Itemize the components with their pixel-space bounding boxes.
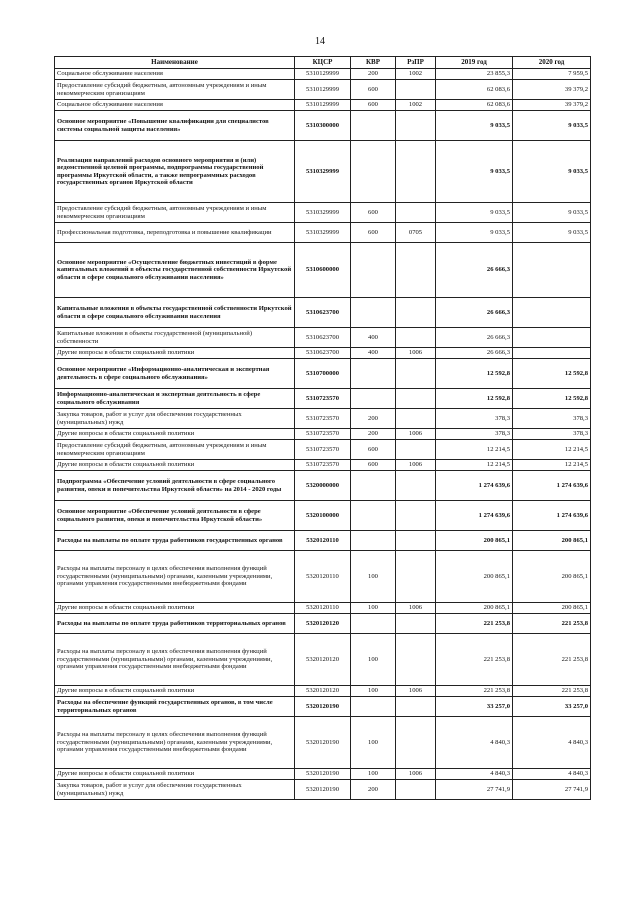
cell-2020 [513, 348, 591, 359]
cell-2020: 221 253,8 [513, 686, 591, 697]
cell-name: Расходы на обеспечение функций государственных органов, в том числе территориальных органов [55, 697, 295, 717]
table-row [55, 348, 591, 359]
table-row [55, 551, 591, 603]
cell-rzpr [396, 80, 436, 100]
cell-rzpr [396, 697, 436, 717]
cell-kcsr: 5320120190 [295, 780, 351, 800]
cell-kvr: 100 [351, 551, 396, 603]
table-row [55, 243, 591, 298]
cell-2020: 4 840,3 [513, 717, 591, 769]
cell-2019: 12 214,5 [436, 440, 513, 460]
cell-rzpr [396, 440, 436, 460]
cell-2019: 200 865,1 [436, 531, 513, 551]
cell-name: Основное мероприятие «Обеспечение условий деятельности в сфере социального развития, опеки и попечительства Иркутской области» [55, 501, 295, 531]
table-row [55, 359, 591, 389]
cell-2019: 221 253,8 [436, 614, 513, 634]
cell-rzpr [396, 531, 436, 551]
cell-2019: 200 865,1 [436, 551, 513, 603]
cell-2019: 1 274 639,6 [436, 471, 513, 501]
table-row [55, 460, 591, 471]
cell-kvr: 400 [351, 328, 396, 348]
header-name: Наименование [55, 57, 295, 69]
cell-name: Информационно-аналитическая и экспертная деятельность в сфере социального обслуживания [55, 389, 295, 409]
cell-2019: 26 666,3 [436, 243, 513, 298]
cell-rzpr [396, 551, 436, 603]
cell-2019: 1 274 639,6 [436, 501, 513, 531]
cell-2020: 12 214,5 [513, 460, 591, 471]
cell-kcsr: 5320000000 [295, 471, 351, 501]
header-rzpr: РзПР [396, 57, 436, 69]
cell-kvr: 100 [351, 769, 396, 780]
cell-2020: 12 592,8 [513, 389, 591, 409]
cell-2019: 26 666,3 [436, 328, 513, 348]
table-row [55, 614, 591, 634]
table-row [55, 111, 591, 141]
cell-kcsr: 5320120110 [295, 603, 351, 614]
cell-name: Другие вопросы в области социальной политики [55, 429, 295, 440]
cell-kvr [351, 501, 396, 531]
header-kvr: КВР [351, 57, 396, 69]
cell-2020: 1 274 639,6 [513, 471, 591, 501]
cell-2019: 9 033,5 [436, 141, 513, 203]
cell-2020: 7 959,5 [513, 69, 591, 80]
cell-kcsr: 5310623700 [295, 298, 351, 328]
cell-rzpr [396, 614, 436, 634]
cell-2020: 39 379,2 [513, 80, 591, 100]
cell-kcsr: 5310623700 [295, 348, 351, 359]
cell-kvr [351, 111, 396, 141]
cell-2019: 9 033,5 [436, 203, 513, 223]
cell-kcsr: 5310329999 [295, 223, 351, 243]
cell-kcsr: 5310700000 [295, 359, 351, 389]
cell-2019: 26 666,3 [436, 348, 513, 359]
table-row [55, 769, 591, 780]
table-row [55, 634, 591, 686]
cell-kcsr: 5310129999 [295, 69, 351, 80]
cell-rzpr: 1006 [396, 429, 436, 440]
cell-rzpr [396, 501, 436, 531]
cell-kvr [351, 531, 396, 551]
cell-kcsr: 5320120110 [295, 531, 351, 551]
cell-kcsr: 5310723570 [295, 389, 351, 409]
cell-rzpr: 1006 [396, 686, 436, 697]
cell-kcsr: 5310723570 [295, 460, 351, 471]
table-row [55, 717, 591, 769]
cell-kcsr: 5320120120 [295, 686, 351, 697]
cell-2020: 221 253,8 [513, 614, 591, 634]
cell-2019: 378,3 [436, 429, 513, 440]
cell-kcsr: 5310300000 [295, 111, 351, 141]
cell-2020 [513, 298, 591, 328]
cell-name: Предоставление субсидий бюджетным, автономным учреждениям и иным некоммерческим организациям [55, 80, 295, 100]
cell-kvr [351, 141, 396, 203]
cell-2019: 62 083,6 [436, 80, 513, 100]
cell-2019: 23 855,3 [436, 69, 513, 80]
cell-2020: 200 865,1 [513, 551, 591, 603]
table-row [55, 69, 591, 80]
cell-name: Реализация направлений расходов основного мероприятия и (или) ведомственной целевой программы, подпрограммы государственной программы Иркутской области, а также непрограммных расходов государственных органов Иркутской области [55, 141, 295, 203]
table-row [55, 141, 591, 203]
table-row [55, 328, 591, 348]
table-row [55, 686, 591, 697]
cell-2020: 33 257,0 [513, 697, 591, 717]
cell-kvr: 200 [351, 409, 396, 429]
cell-name: Капитальные вложения в объекты государственной (муниципальной) собственности [55, 328, 295, 348]
cell-rzpr [396, 717, 436, 769]
cell-2019: 378,3 [436, 409, 513, 429]
cell-kvr: 600 [351, 223, 396, 243]
cell-kcsr: 5310329999 [295, 203, 351, 223]
cell-kcsr: 5320120120 [295, 614, 351, 634]
cell-rzpr [396, 409, 436, 429]
cell-name: Расходы на выплаты персоналу в целях обеспечения выполнения функций государственными (муниципальными) органами, казенными учреждениями, органами управления государственными внебюджетными фондами [55, 634, 295, 686]
cell-kcsr: 5320120120 [295, 634, 351, 686]
cell-name: Закупка товаров, работ и услуг для обеспечения государственных (муниципальных) нужд [55, 409, 295, 429]
cell-rzpr [396, 328, 436, 348]
cell-kvr [351, 243, 396, 298]
cell-rzpr [396, 111, 436, 141]
cell-name: Основное мероприятие «Осуществление бюджетных инвестиций в форме капитальных вложений в объекты государственной собственности Иркутской области в сфере социального обслуживания населения» [55, 243, 295, 298]
cell-2020: 378,3 [513, 429, 591, 440]
cell-name: Другие вопросы в области социальной политики [55, 686, 295, 697]
cell-name: Расходы на выплаты по оплате труда работников территориальных органов [55, 614, 295, 634]
cell-kvr: 600 [351, 440, 396, 460]
table-row [55, 100, 591, 111]
cell-2020: 9 033,5 [513, 223, 591, 243]
cell-rzpr: 1006 [396, 603, 436, 614]
table-row [55, 501, 591, 531]
table-row [55, 603, 591, 614]
cell-name: Социальное обслуживание населения [55, 100, 295, 111]
cell-kvr [351, 359, 396, 389]
cell-2019: 62 083,6 [436, 100, 513, 111]
cell-kvr: 600 [351, 100, 396, 111]
cell-rzpr [396, 141, 436, 203]
cell-rzpr [396, 243, 436, 298]
cell-rzpr: 1002 [396, 69, 436, 80]
cell-kvr [351, 614, 396, 634]
cell-rzpr: 1002 [396, 100, 436, 111]
cell-2020: 12 214,5 [513, 440, 591, 460]
cell-kcsr: 5320120110 [295, 551, 351, 603]
cell-2019: 26 666,3 [436, 298, 513, 328]
cell-2019: 27 741,9 [436, 780, 513, 800]
cell-rzpr: 1006 [396, 769, 436, 780]
table-row [55, 298, 591, 328]
table-row [55, 531, 591, 551]
cell-2019: 12 592,8 [436, 389, 513, 409]
cell-name: Основное мероприятие «Повышение квалификации для специалистов системы социальной защиты населения» [55, 111, 295, 141]
table-row [55, 697, 591, 717]
table-row [55, 780, 591, 800]
cell-2020: 378,3 [513, 409, 591, 429]
cell-name: Профессиональная подготовка, переподготовка и повышение квалификации [55, 223, 295, 243]
cell-kvr: 600 [351, 203, 396, 223]
table-row [55, 429, 591, 440]
cell-kcsr: 5320120190 [295, 769, 351, 780]
cell-kcsr: 5320100000 [295, 501, 351, 531]
cell-kcsr: 5310129999 [295, 100, 351, 111]
cell-rzpr: 1006 [396, 348, 436, 359]
cell-kvr [351, 697, 396, 717]
cell-name: Основное мероприятие «Информационно-аналитическая и экспертная деятельность в сфере социального обслуживания» [55, 359, 295, 389]
cell-2020: 39 379,2 [513, 100, 591, 111]
cell-kvr [351, 471, 396, 501]
cell-2019: 12 592,8 [436, 359, 513, 389]
cell-kcsr: 5310723570 [295, 429, 351, 440]
header-2020: 2020 год [513, 57, 591, 69]
cell-name: Предоставление субсидий бюджетным, автономным учреждениям и иным некоммерческим организациям [55, 203, 295, 223]
cell-kvr: 100 [351, 717, 396, 769]
cell-kvr: 600 [351, 460, 396, 471]
cell-kcsr: 5310723570 [295, 440, 351, 460]
cell-kvr: 600 [351, 80, 396, 100]
cell-2020 [513, 328, 591, 348]
cell-kvr: 200 [351, 780, 396, 800]
cell-2020: 12 592,8 [513, 359, 591, 389]
cell-kcsr: 5310600000 [295, 243, 351, 298]
table-row [55, 223, 591, 243]
header-2019: 2019 год [436, 57, 513, 69]
cell-name: Расходы на выплаты персоналу в целях обеспечения выполнения функций государственными (муниципальными) органами, казенными учреждениями, органами управления государственными внебюджетными фондами [55, 717, 295, 769]
table-row [55, 409, 591, 429]
cell-name: Закупка товаров, работ и услуг для обеспечения государственных (муниципальных) нужд [55, 780, 295, 800]
cell-rzpr: 0705 [396, 223, 436, 243]
cell-name: Социальное обслуживание населения [55, 69, 295, 80]
table-body [55, 69, 591, 800]
header-kcsr: КЦСР [295, 57, 351, 69]
cell-2020: 9 033,5 [513, 203, 591, 223]
cell-kcsr: 5320120190 [295, 697, 351, 717]
cell-rzpr [396, 203, 436, 223]
table-row [55, 80, 591, 100]
cell-name: Другие вопросы в области социальной политики [55, 603, 295, 614]
page-number: 14 [315, 36, 325, 47]
cell-kcsr: 5310623700 [295, 328, 351, 348]
cell-rzpr [396, 780, 436, 800]
cell-2019: 200 865,1 [436, 603, 513, 614]
cell-2020: 221 253,8 [513, 634, 591, 686]
cell-rzpr [396, 634, 436, 686]
table-header-row [55, 57, 591, 69]
cell-name: Предоставление субсидий бюджетным, автономным учреждениям и иным некоммерческим организациям [55, 440, 295, 460]
cell-2020: 9 033,5 [513, 111, 591, 141]
cell-2020: 9 033,5 [513, 141, 591, 203]
cell-name: Подпрограмма «Обеспечение условий деятельности в сфере социального развития, опеки и попечительства Иркутской области» на 2014 - 2020 годы [55, 471, 295, 501]
table-row [55, 471, 591, 501]
cell-2020: 1 274 639,6 [513, 501, 591, 531]
cell-2019: 4 840,3 [436, 717, 513, 769]
cell-2020: 4 840,3 [513, 769, 591, 780]
table-row [55, 203, 591, 223]
cell-kvr: 200 [351, 429, 396, 440]
cell-rzpr [396, 389, 436, 409]
budget-table [54, 56, 591, 800]
cell-rzpr [396, 298, 436, 328]
cell-2019: 221 253,8 [436, 686, 513, 697]
cell-kvr: 100 [351, 634, 396, 686]
cell-rzpr [396, 359, 436, 389]
cell-2019: 12 214,5 [436, 460, 513, 471]
cell-kvr: 400 [351, 348, 396, 359]
cell-kvr: 100 [351, 686, 396, 697]
cell-name: Другие вопросы в области социальной политики [55, 460, 295, 471]
cell-2019: 221 253,8 [436, 634, 513, 686]
cell-2019: 4 840,3 [436, 769, 513, 780]
cell-2019: 33 257,0 [436, 697, 513, 717]
cell-2019: 9 033,5 [436, 111, 513, 141]
cell-2020 [513, 243, 591, 298]
cell-name: Расходы на выплаты персоналу в целях обеспечения выполнения функций государственными (муниципальными) органами, казенными учреждениями, органами управления государственными внебюджетными фондами [55, 551, 295, 603]
cell-kvr: 200 [351, 69, 396, 80]
cell-kcsr: 5310329999 [295, 141, 351, 203]
cell-name: Другие вопросы в области социальной политики [55, 769, 295, 780]
table-row [55, 440, 591, 460]
cell-kvr [351, 389, 396, 409]
table-row [55, 389, 591, 409]
cell-2020: 27 741,9 [513, 780, 591, 800]
cell-name: Другие вопросы в области социальной политики [55, 348, 295, 359]
cell-kvr [351, 298, 396, 328]
cell-2020: 200 865,1 [513, 603, 591, 614]
cell-2019: 9 033,5 [436, 223, 513, 243]
cell-name: Расходы на выплаты по оплате труда работников государственных органов [55, 531, 295, 551]
cell-rzpr [396, 471, 436, 501]
cell-kcsr: 5320120190 [295, 717, 351, 769]
cell-2020: 200 865,1 [513, 531, 591, 551]
cell-kvr: 100 [351, 603, 396, 614]
cell-kcsr: 5310129999 [295, 80, 351, 100]
cell-kcsr: 5310723570 [295, 409, 351, 429]
cell-name: Капитальные вложения в объекты государственной собственности Иркутской области в сфере социального обслуживания населения [55, 298, 295, 328]
cell-rzpr: 1006 [396, 460, 436, 471]
